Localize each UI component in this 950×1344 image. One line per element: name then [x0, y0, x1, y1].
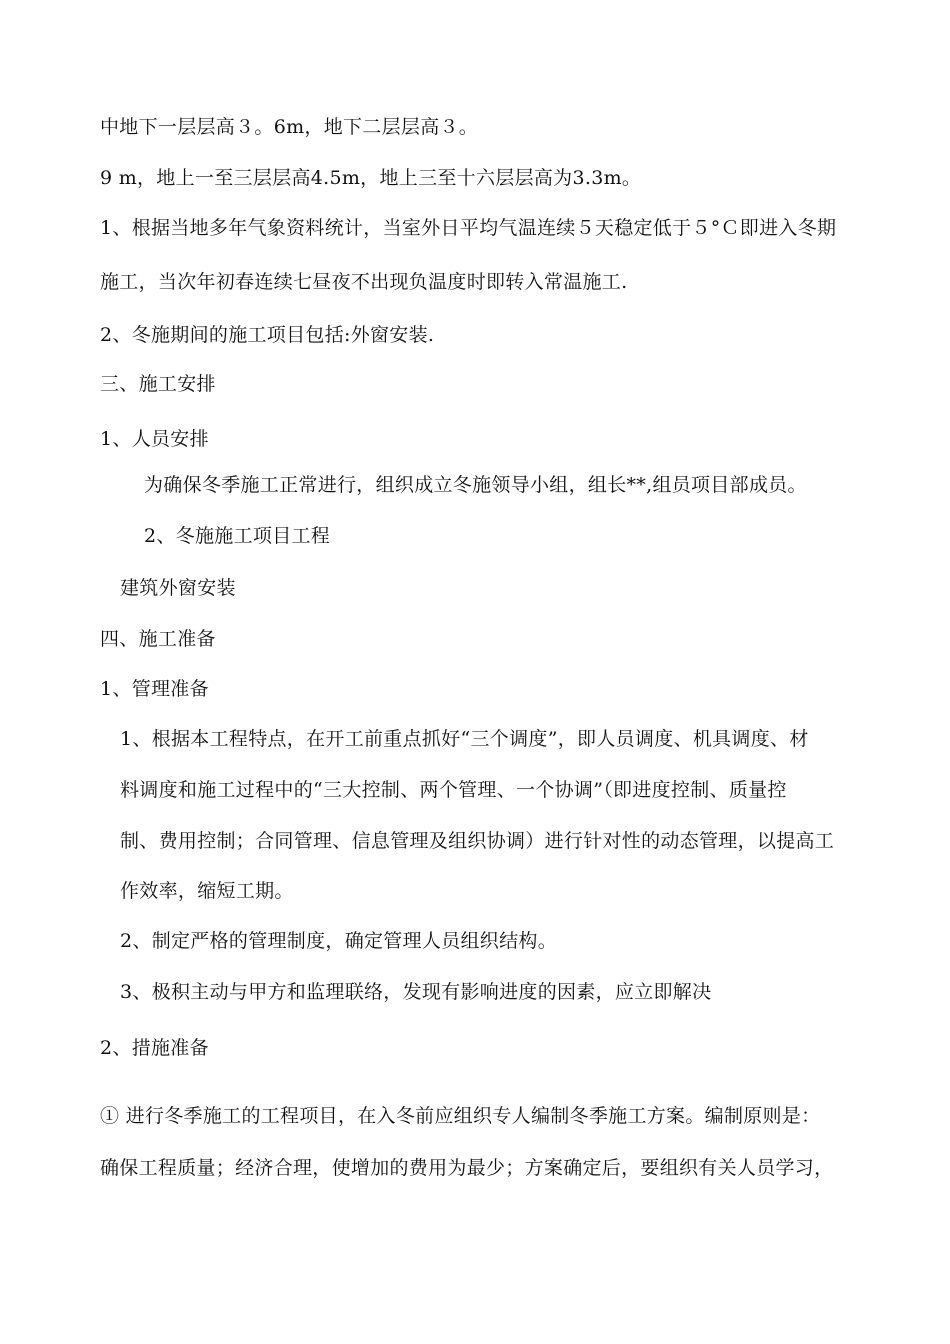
text-line-13: 1、根据本工程特点，在开工前重点抓好“三个调度”，即人员调度、机具调度、材: [120, 728, 809, 750]
text-line-21: 确保工程质量；经济合理，使增加的费用为最少；方案确定后，要组织有关人员学习，: [100, 1157, 834, 1179]
text-line-18: 3、极积主动与甲方和监理联络，发现有影响进度的因素，应立即解决: [120, 981, 712, 1003]
text-line-1: 中地下一层层高３。6m，地下二层层高３。: [100, 116, 479, 138]
text-line-4: 施工，当次年初春连续七昼夜不出现负温度时即转入常温施工.: [100, 271, 628, 293]
text-line-3: 1、根据当地多年气象资料统计，当室外日平均气温连续５天稳定低于５°Ｃ即进入冬期: [100, 217, 837, 239]
subheading-management: 1、管理准备: [100, 678, 209, 700]
text-line-14: 料调度和施工过程中的“三大控制、两个管理、一个协调”（即进度控制、质量控: [120, 779, 787, 801]
subheading-personnel: 1、人员安排: [100, 428, 209, 450]
section-heading-4: 四、施工准备: [100, 628, 216, 650]
text-line-10: 建筑外窗安装: [120, 577, 236, 599]
text-line-16: 作效率，缩短工期。: [120, 880, 294, 902]
text-line-17: 2、制定严格的管理制度，确定管理人员组织结构。: [120, 930, 557, 952]
subheading-winter-items: 2、冬施施工项目工程: [144, 525, 331, 547]
text-line-20: ① 进行冬季施工的工程项目，在入冬前应组织专人编制冬季施工方案。编制原则是：: [100, 1105, 821, 1127]
subheading-measures: 2、措施准备: [100, 1037, 209, 1059]
text-line-5: 2、冬施期间的施工项目包括:外窗安装.: [100, 324, 435, 346]
text-line-8: 为确保冬季施工正常进行，组织成立冬施领导小组，组长**,组员项目部成员。: [144, 474, 807, 496]
text-line-2: 9 m，地上一至三层层高4.5m，地上三至十六层层高为3.3m。: [100, 167, 642, 189]
text-line-15: 制、费用控制；合同管理、信息管理及组织协调）进行针对性的动态管理，以提高工: [120, 830, 835, 852]
section-heading-3: 三、施工安排: [100, 373, 216, 395]
